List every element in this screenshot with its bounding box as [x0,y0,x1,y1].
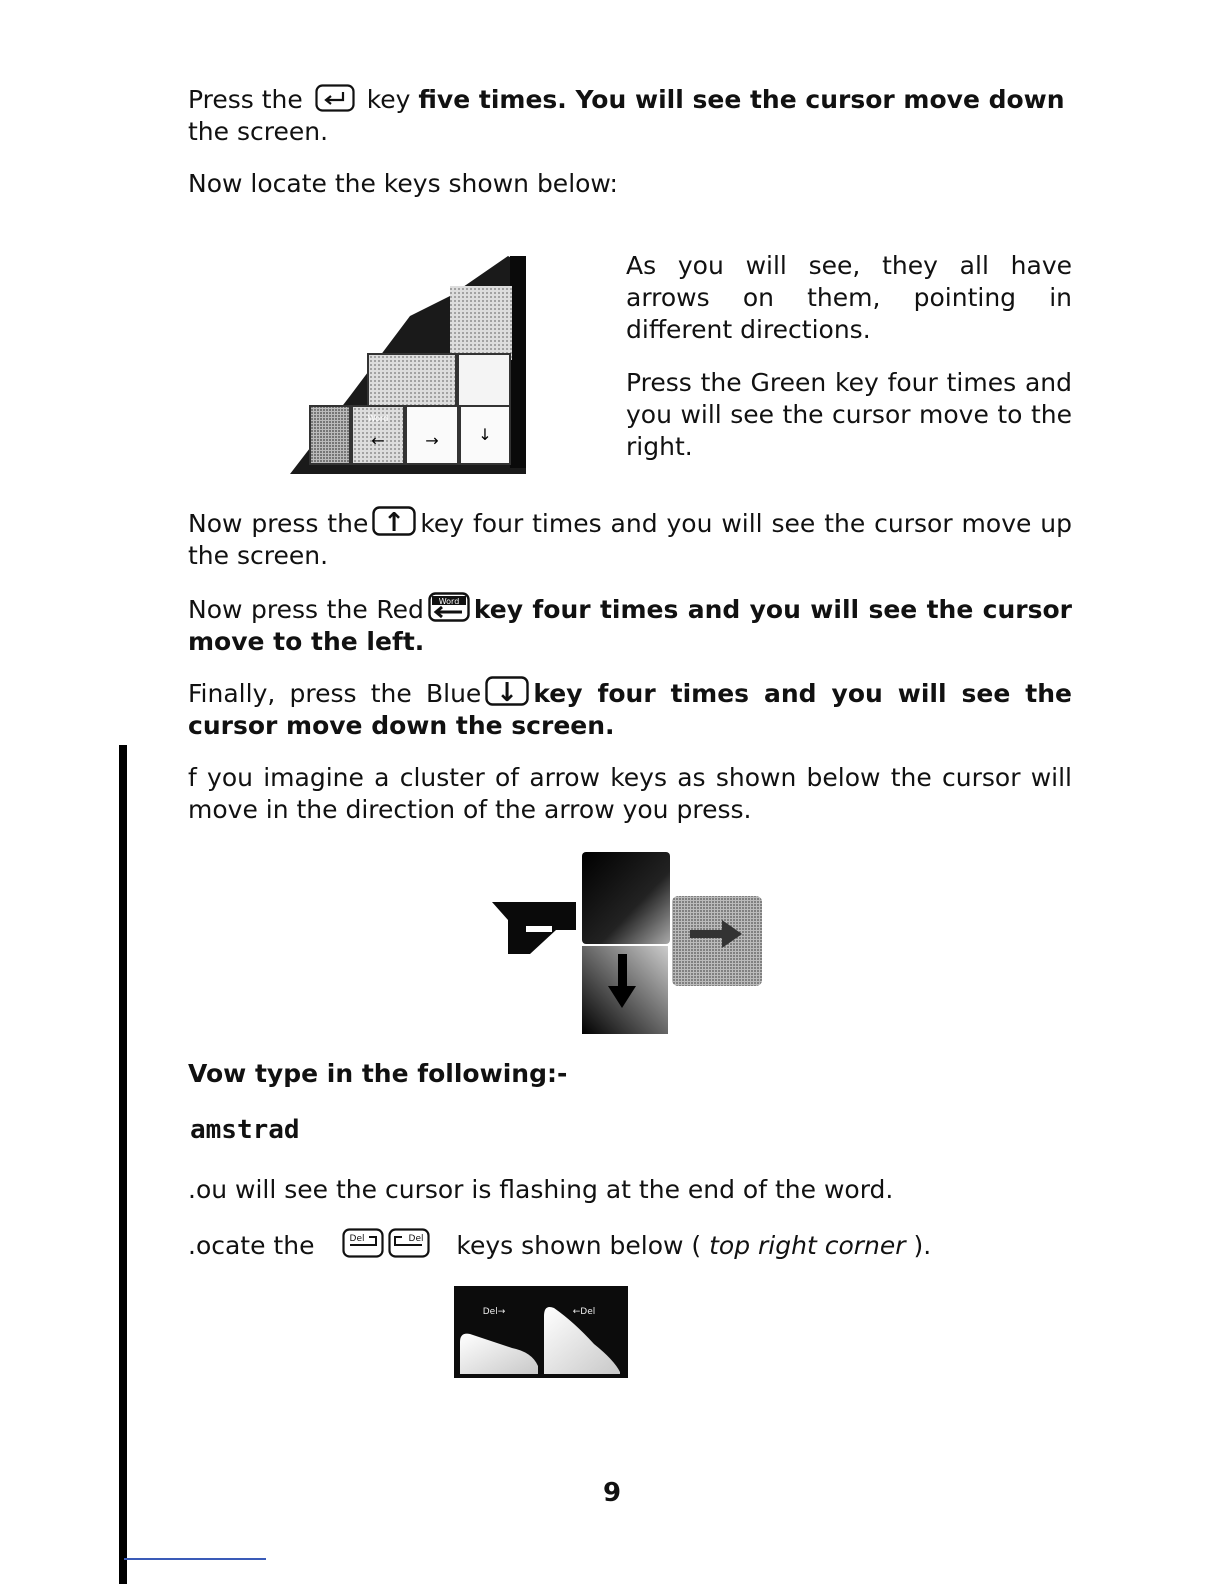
side-text-arrows: As you will see, they all have arrows on them, pointing in different directions. [626,251,1072,344]
paragraph-press-return: Press the key five times. You will see the cursor move down the screen. [188,85,1065,146]
down-key-glyph: ↓ [496,678,519,706]
fig1-word-label: Word [367,414,389,423]
underline-mark [124,1558,266,1560]
word-left-key-icon [428,592,470,622]
del-right-key-icon [342,1228,384,1258]
fig1-right-label: → [425,431,439,450]
paragraph-arrow-cluster: f you imagine a cluster of arrow keys as shown below the cursor will move in the direction of the arrow you press. [188,763,1072,824]
typed-word: amstrad [190,1115,300,1145]
fig3-del-right-label: Del→ [482,1307,506,1317]
return-key-icon [315,84,355,112]
paragraph-blue-key: Finally, press the Blue ↓ key four times and you will see the cursor move down the screen. [188,678,1072,740]
binding-edge [119,745,127,1584]
up-arrow-key-icon [372,506,416,536]
paragraph-locate-del-keys: .ocate the Del Del keys shown below ( top right corner ). [188,1228,1072,1262]
fig1-left-label: ← [371,431,385,450]
paragraph-red-key: Now press the Red Word key four times and you will see the cursor move to the left. [188,592,1072,658]
paragraph-up-key: Now press the ↑ key four times and you will see the cursor move up the screen. [188,508,1072,570]
side-text-green-key: Press the Green key four times and you will see the cursor move to the right. [626,368,1072,461]
paragraph-type-following: Vow type in the following:- [188,1059,568,1088]
del-left-key-icon [388,1228,430,1258]
paragraph-locate-keys: Now locate the keys shown below: [188,169,618,198]
fig3-del-left-label: ←Del [572,1307,596,1317]
figure-arrow-cluster [490,850,764,1036]
del-right-key-glyph: Del [349,1234,365,1244]
figure-del-keys-photo [454,1286,628,1378]
page-number: 9 [602,1478,622,1508]
del-left-key-glyph: Del [408,1234,424,1244]
down-arrow-key-icon [485,676,529,706]
figure-cursor-keys-photo [290,256,530,474]
paragraph-cursor-flashing: .ou will see the cursor is flashing at the end of the word. [188,1175,894,1204]
fig1-down-label: ↓ [478,425,492,444]
up-key-glyph: ↑ [383,508,406,536]
word-key-glyph: Word [438,597,460,606]
